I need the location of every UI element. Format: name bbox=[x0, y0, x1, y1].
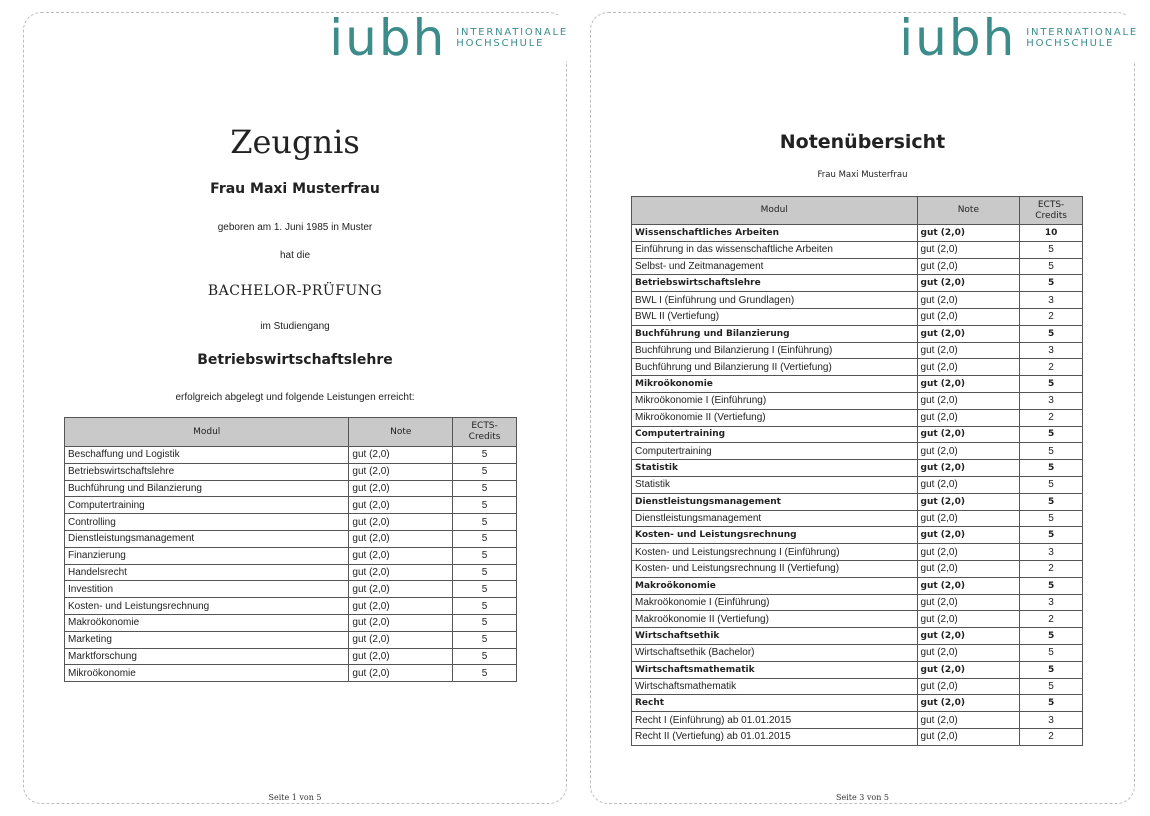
table-row bbox=[632, 527, 1083, 544]
page-footer: Seite 3 von 5 bbox=[835, 793, 890, 802]
program-intro: im Studiengang bbox=[260, 321, 330, 332]
module-cell: Recht bbox=[632, 695, 918, 712]
table-row bbox=[632, 560, 1083, 577]
module-cell: Mikroökonomie II (Vertiefung) bbox=[632, 409, 918, 426]
ects-cell: 5 bbox=[1020, 644, 1083, 661]
table-row bbox=[632, 544, 1083, 561]
grade-cell: gut (2,0) bbox=[917, 560, 1020, 577]
ects-cell: 2 bbox=[1020, 308, 1083, 325]
program-name: Betriebswirtschaftslehre bbox=[197, 352, 393, 368]
header-ects bbox=[1020, 197, 1083, 225]
grade-cell: gut (2,0) bbox=[917, 342, 1020, 359]
ects-cell: 5 bbox=[453, 530, 517, 547]
ects-cell: 3 bbox=[1020, 712, 1083, 729]
grade-cell: gut (2,0) bbox=[917, 577, 1020, 594]
grade-cell: gut (2,0) bbox=[917, 376, 1020, 393]
table-row bbox=[632, 644, 1083, 661]
page-title: Notenübersicht bbox=[779, 131, 946, 153]
ects-cell: 5 bbox=[1020, 476, 1083, 493]
ects-cell: 5 bbox=[1020, 275, 1083, 292]
page-footer: Seite 1 von 5 bbox=[268, 793, 322, 802]
grades-overview-table bbox=[631, 196, 1083, 746]
grade-cell: gut (2,0) bbox=[917, 359, 1020, 376]
table-row bbox=[632, 628, 1083, 645]
module-cell: Finanzierung bbox=[65, 547, 349, 564]
grade-cell: gut (2,0) bbox=[917, 426, 1020, 443]
ects-cell: 5 bbox=[1020, 661, 1083, 678]
grade-cell: gut (2,0) bbox=[917, 644, 1020, 661]
student-name: Frau Maxi Musterfrau bbox=[210, 181, 380, 197]
grade-cell: gut (2,0) bbox=[917, 611, 1020, 628]
module-cell: Mikroökonomie bbox=[65, 665, 349, 682]
table-header-row bbox=[632, 197, 1083, 225]
module-cell: Wirtschaftsmathematik bbox=[632, 661, 918, 678]
table-row bbox=[632, 376, 1083, 393]
module-cell: Kosten- und Leistungsrechnung bbox=[65, 598, 349, 615]
ects-cell: 5 bbox=[453, 463, 517, 480]
table-row bbox=[65, 631, 517, 648]
grade-cell: gut (2,0) bbox=[349, 581, 453, 598]
module-cell: Computertraining bbox=[65, 497, 349, 514]
module-cell: Dienstleistungsmanagement bbox=[632, 493, 918, 510]
ects-cell: 2 bbox=[1020, 359, 1083, 376]
grade-cell: gut (2,0) bbox=[917, 225, 1020, 242]
ects-cell: 2 bbox=[1020, 560, 1083, 577]
table-row bbox=[632, 476, 1083, 493]
module-cell: Makroökonomie II (Vertiefung) bbox=[632, 611, 918, 628]
module-cell: Buchführung und Bilanzierung I (Einführung) bbox=[632, 342, 918, 359]
grade-cell: gut (2,0) bbox=[917, 308, 1020, 325]
ects-cell: 5 bbox=[1020, 376, 1083, 393]
module-cell: Wissenschaftliches Arbeiten bbox=[632, 225, 918, 242]
grade-cell: gut (2,0) bbox=[349, 631, 453, 648]
module-cell: Buchführung und Bilanzierung II (Vertiefung) bbox=[632, 359, 918, 376]
module-cell: Kosten- und Leistungsrechnung bbox=[632, 527, 918, 544]
ects-cell: 5 bbox=[453, 581, 517, 598]
ects-cell: 5 bbox=[453, 598, 517, 615]
table-row bbox=[632, 225, 1083, 242]
table-row bbox=[632, 493, 1083, 510]
module-cell: Kosten- und Leistungsrechnung II (Vertiefung) bbox=[632, 560, 918, 577]
module-cell: Beschaffung und Logistik bbox=[65, 447, 349, 464]
table-row bbox=[65, 648, 517, 665]
module-cell: BWL II (Vertiefung) bbox=[632, 308, 918, 325]
table-row bbox=[632, 577, 1083, 594]
logo-line-1: INTERNATIONALE bbox=[456, 27, 568, 38]
module-cell: Buchführung und Bilanzierung bbox=[65, 480, 349, 497]
header-ects-line-2: Credits bbox=[1035, 210, 1067, 221]
iubh-logo bbox=[891, 9, 1146, 67]
module-cell: Selbst- und Zeitmanagement bbox=[632, 258, 918, 275]
table-row bbox=[632, 292, 1083, 309]
logo-line-1: INTERNATIONALE bbox=[1026, 27, 1138, 38]
table-header-row bbox=[65, 418, 517, 447]
grade-cell: gut (2,0) bbox=[917, 443, 1020, 460]
table-row bbox=[632, 392, 1083, 409]
ects-cell: 5 bbox=[453, 447, 517, 464]
grade-cell: gut (2,0) bbox=[917, 527, 1020, 544]
table-row bbox=[632, 510, 1083, 527]
table-row bbox=[632, 342, 1083, 359]
grade-cell: gut (2,0) bbox=[917, 544, 1020, 561]
grade-cell: gut (2,0) bbox=[917, 493, 1020, 510]
module-cell: Dienstleistungsmanagement bbox=[632, 510, 918, 527]
ects-cell: 5 bbox=[453, 480, 517, 497]
ects-cell: 5 bbox=[1020, 426, 1083, 443]
table-row bbox=[632, 308, 1083, 325]
has-the-line: hat die bbox=[279, 250, 311, 261]
header-ects-line-1: ECTS- bbox=[1037, 199, 1065, 210]
ects-cell: 5 bbox=[453, 514, 517, 531]
logo-mark: iubh bbox=[329, 9, 447, 67]
module-cell: Makroökonomie bbox=[632, 577, 918, 594]
grade-cell: gut (2,0) bbox=[349, 547, 453, 564]
module-cell: Buchführung und Bilanzierung bbox=[632, 325, 918, 342]
table-row bbox=[632, 409, 1083, 426]
ects-cell: 5 bbox=[1020, 678, 1083, 695]
grade-cell: gut (2,0) bbox=[917, 258, 1020, 275]
ects-cell: 3 bbox=[1020, 292, 1083, 309]
table-row bbox=[632, 426, 1083, 443]
ects-cell: 5 bbox=[1020, 258, 1083, 275]
table-row bbox=[632, 443, 1083, 460]
grade-cell: gut (2,0) bbox=[917, 241, 1020, 258]
grade-cell: gut (2,0) bbox=[917, 292, 1020, 309]
table-row bbox=[65, 665, 517, 682]
table-row bbox=[65, 530, 517, 547]
table-row bbox=[632, 695, 1083, 712]
header-module: Modul bbox=[65, 418, 349, 447]
module-cell: Betriebswirtschaftslehre bbox=[65, 463, 349, 480]
table-row bbox=[65, 447, 517, 464]
grades-table-body bbox=[65, 447, 517, 682]
header-grade: Note bbox=[917, 197, 1020, 225]
grades-overview-table-body bbox=[632, 225, 1083, 746]
grade-cell: gut (2,0) bbox=[349, 514, 453, 531]
ects-cell: 5 bbox=[453, 547, 517, 564]
grade-cell: gut (2,0) bbox=[349, 447, 453, 464]
achievement-line: erfolgreich abgelegt und folgende Leistungen erreicht: bbox=[175, 392, 415, 403]
grade-cell: gut (2,0) bbox=[349, 564, 453, 581]
module-cell: Investition bbox=[65, 581, 349, 598]
ects-cell: 5 bbox=[1020, 241, 1083, 258]
grade-cell: gut (2,0) bbox=[917, 510, 1020, 527]
page-title: Zeugnis bbox=[230, 123, 360, 161]
table-row bbox=[65, 564, 517, 581]
grade-cell: gut (2,0) bbox=[349, 497, 453, 514]
module-cell: Dienstleistungsmanagement bbox=[65, 530, 349, 547]
module-cell: Wirtschaftsmathematik bbox=[632, 678, 918, 695]
table-row bbox=[632, 460, 1083, 477]
module-cell: Betriebswirtschaftslehre bbox=[632, 275, 918, 292]
table-row bbox=[632, 661, 1083, 678]
grade-cell: gut (2,0) bbox=[917, 661, 1020, 678]
module-cell: Computertraining bbox=[632, 443, 918, 460]
grade-cell: gut (2,0) bbox=[917, 275, 1020, 292]
module-cell: Computertraining bbox=[632, 426, 918, 443]
logo-mark: iubh bbox=[899, 9, 1017, 67]
table-row bbox=[65, 480, 517, 497]
module-cell: Controlling bbox=[65, 514, 349, 531]
ects-cell: 5 bbox=[1020, 527, 1083, 544]
grade-cell: gut (2,0) bbox=[917, 392, 1020, 409]
table-row bbox=[65, 581, 517, 598]
module-cell: BWL I (Einführung und Grundlagen) bbox=[632, 292, 918, 309]
module-cell: Marktforschung bbox=[65, 648, 349, 665]
ects-cell: 5 bbox=[1020, 443, 1083, 460]
table-row bbox=[632, 275, 1083, 292]
logo-line-2: HOCHSCHULE bbox=[456, 38, 545, 49]
birth-line: geboren am 1. Juni 1985 in Muster bbox=[217, 222, 373, 233]
module-cell: Statistik bbox=[632, 476, 918, 493]
ects-cell: 10 bbox=[1020, 225, 1083, 242]
table-row bbox=[632, 325, 1083, 342]
grade-cell: gut (2,0) bbox=[917, 712, 1020, 729]
iubh-logo bbox=[321, 9, 576, 67]
ects-cell: 3 bbox=[1020, 594, 1083, 611]
ects-cell: 5 bbox=[1020, 510, 1083, 527]
table-row bbox=[632, 728, 1083, 745]
module-cell: Einführung in das wissenschaftliche Arbeiten bbox=[632, 241, 918, 258]
module-cell: Recht I (Einführung) ab 01.01.2015 bbox=[632, 712, 918, 729]
module-cell: Makroökonomie I (Einführung) bbox=[632, 594, 918, 611]
table-row bbox=[65, 614, 517, 631]
module-cell: Recht II (Vertiefung) ab 01.01.2015 bbox=[632, 728, 918, 745]
table-row bbox=[65, 463, 517, 480]
table-row bbox=[65, 547, 517, 564]
table-row bbox=[632, 258, 1083, 275]
table-row bbox=[65, 497, 517, 514]
grades-table bbox=[64, 417, 517, 682]
table-row bbox=[632, 678, 1083, 695]
table-row bbox=[65, 514, 517, 531]
ects-cell: 5 bbox=[1020, 460, 1083, 477]
ects-cell: 5 bbox=[453, 564, 517, 581]
student-name: Frau Maxi Musterfrau bbox=[817, 170, 908, 180]
ects-cell: 5 bbox=[1020, 493, 1083, 510]
module-cell: Makroökonomie bbox=[65, 614, 349, 631]
grade-cell: gut (2,0) bbox=[349, 665, 453, 682]
table-row bbox=[632, 712, 1083, 729]
ects-cell: 2 bbox=[1020, 409, 1083, 426]
ects-cell: 5 bbox=[453, 665, 517, 682]
header-grade: Note bbox=[349, 418, 453, 447]
module-cell: Handelsrecht bbox=[65, 564, 349, 581]
ects-cell: 2 bbox=[1020, 611, 1083, 628]
module-cell: Mikroökonomie bbox=[632, 376, 918, 393]
grade-cell: gut (2,0) bbox=[349, 648, 453, 665]
logo-line-2: HOCHSCHULE bbox=[1026, 38, 1115, 49]
ects-cell: 5 bbox=[1020, 695, 1083, 712]
logo-text bbox=[1026, 27, 1138, 49]
grade-overview-page bbox=[590, 9, 1138, 804]
module-cell: Mikroökonomie I (Einführung) bbox=[632, 392, 918, 409]
module-cell: Marketing bbox=[65, 631, 349, 648]
ects-cell: 3 bbox=[1020, 342, 1083, 359]
grade-cell: gut (2,0) bbox=[917, 476, 1020, 493]
grade-cell: gut (2,0) bbox=[349, 463, 453, 480]
ects-cell: 3 bbox=[1020, 544, 1083, 561]
grade-cell: gut (2,0) bbox=[917, 695, 1020, 712]
ects-cell: 5 bbox=[453, 648, 517, 665]
table-row bbox=[632, 359, 1083, 376]
ects-cell: 5 bbox=[453, 497, 517, 514]
header-ects bbox=[453, 418, 517, 447]
module-cell: Statistik bbox=[632, 460, 918, 477]
logo-text bbox=[456, 27, 568, 49]
grade-cell: gut (2,0) bbox=[349, 614, 453, 631]
grade-cell: gut (2,0) bbox=[917, 325, 1020, 342]
grade-cell: gut (2,0) bbox=[917, 678, 1020, 695]
ects-cell: 5 bbox=[1020, 577, 1083, 594]
certificate-page bbox=[23, 9, 568, 804]
header-module: Modul bbox=[632, 197, 918, 225]
header-ects-line-1: ECTS- bbox=[471, 421, 498, 431]
ects-cell: 5 bbox=[1020, 325, 1083, 342]
grade-cell: gut (2,0) bbox=[349, 480, 453, 497]
ects-cell: 3 bbox=[1020, 392, 1083, 409]
table-row bbox=[65, 598, 517, 615]
grade-cell: gut (2,0) bbox=[917, 728, 1020, 745]
table-row bbox=[632, 594, 1083, 611]
ects-cell: 5 bbox=[453, 614, 517, 631]
grade-cell: gut (2,0) bbox=[917, 628, 1020, 645]
table-row bbox=[632, 611, 1083, 628]
module-cell: Kosten- und Leistungsrechnung I (Einführung) bbox=[632, 544, 918, 561]
ects-cell: 2 bbox=[1020, 728, 1083, 745]
header-ects-line-2: Credits bbox=[468, 432, 501, 442]
table-row bbox=[632, 241, 1083, 258]
module-cell: Wirtschaftsethik (Bachelor) bbox=[632, 644, 918, 661]
grade-cell: gut (2,0) bbox=[349, 598, 453, 615]
grade-cell: gut (2,0) bbox=[917, 460, 1020, 477]
grade-cell: gut (2,0) bbox=[917, 594, 1020, 611]
grade-cell: gut (2,0) bbox=[917, 409, 1020, 426]
ects-cell: 5 bbox=[1020, 628, 1083, 645]
grade-cell: gut (2,0) bbox=[349, 530, 453, 547]
module-cell: Wirtschaftsethik bbox=[632, 628, 918, 645]
exam-title: BACHELOR-PRÜFUNG bbox=[207, 283, 383, 299]
ects-cell: 5 bbox=[453, 631, 517, 648]
